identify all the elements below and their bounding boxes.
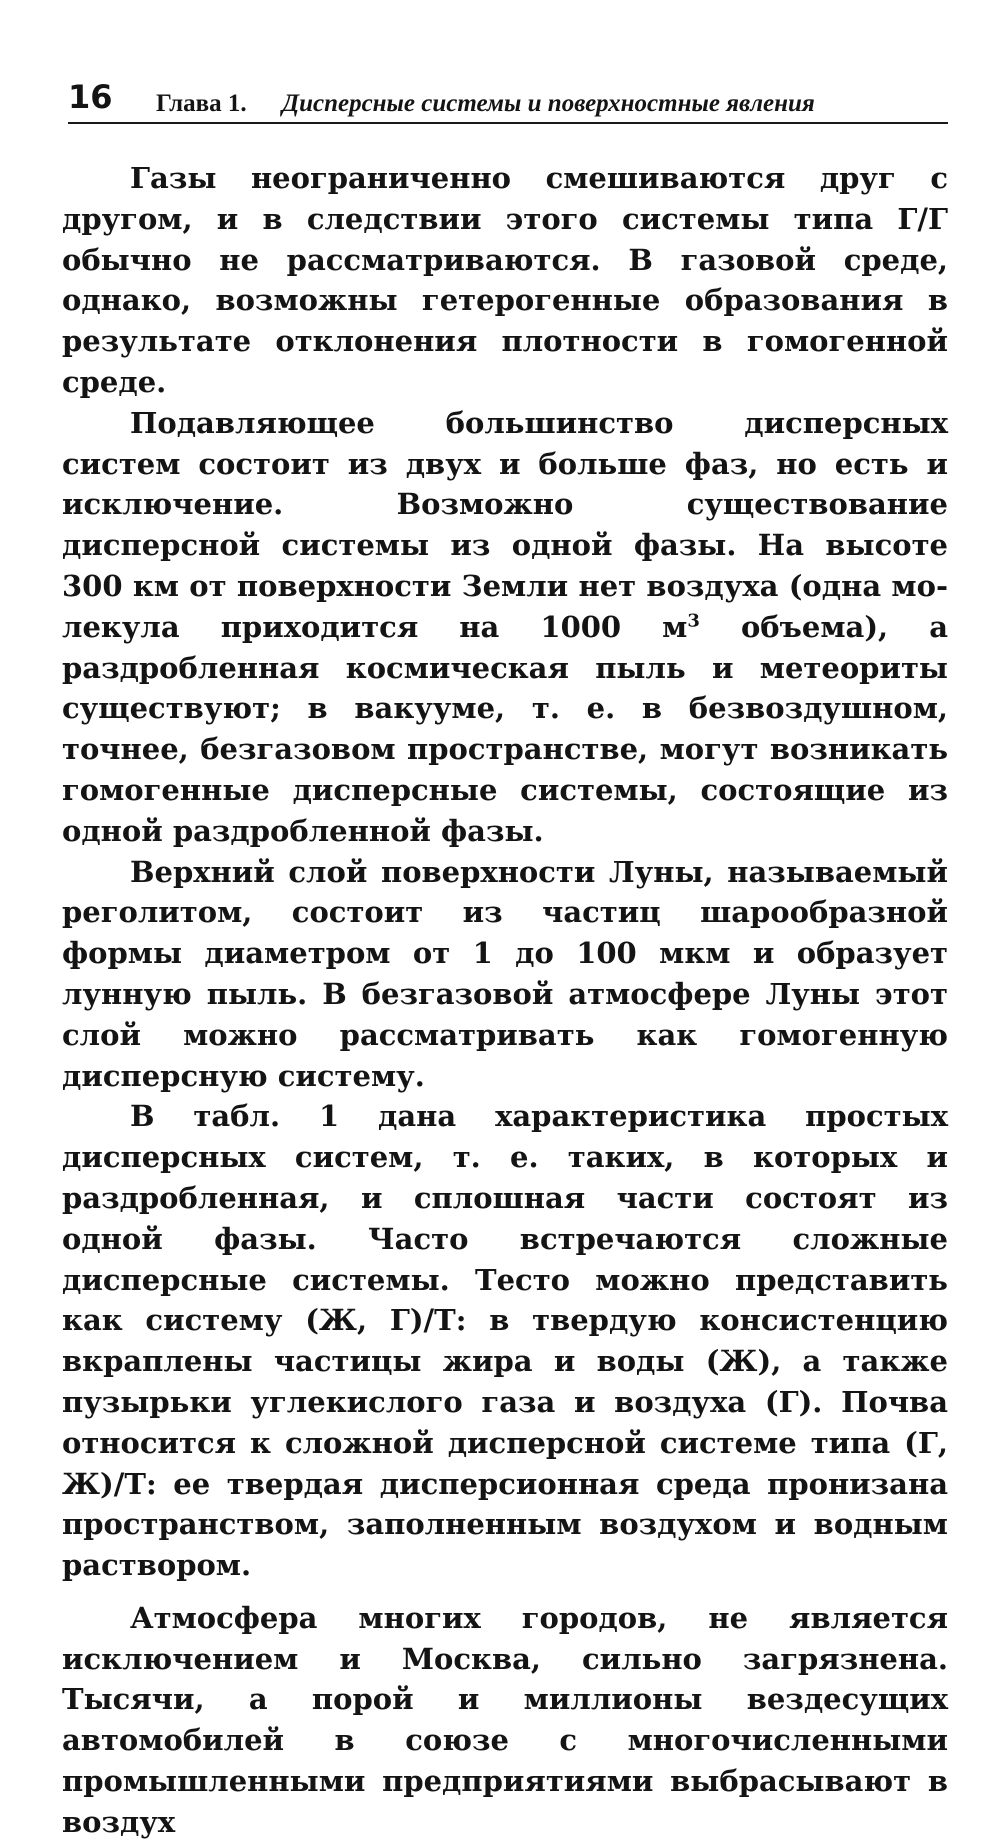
paragraph-moscow-atmosphere: Атмосфера многих городов, не является исключением и Москва, сильно загрязнена. Тысячи, а порой и миллионы вездесущих автомобилей в союзе с многочисленными промышленными предприятиями выбрасывают в воздух [62,1600,948,1839]
paragraph-single-phase-text-cont: объема), а раздробленная космическая пыль и метеориты существуют; в вакууме, т. е. в безвоздушном, точнее, безгазовом пространстве, могут возникать гомогенные дисперсные системы, состоящие из одной раздробленной фазы. [62,609,948,848]
chapter-label: Глава 1. [156,90,247,117]
page-number: 16 [68,78,113,116]
paragraph-single-phase [62,403,948,852]
running-header [68,72,948,124]
superscript-cubed: 3 [687,610,700,632]
paragraph-single-phase-text: Подавляющее большинство дисперсных систем состоит из двух и больше фаз, но есть и исключение. Возможно существование дисперсной системы из одной фазы. На высоте 300 км от поверхности Земли нет воздуха (одна молекула приходится на 1000 м [62,405,948,644]
paragraph-gases: Газы неограниченно смешиваются друг с другом, и в следствии этого системы типа Г/Г обычно не рассматриваются. В газовой среде, однако, возможны гетерогенные образования в результате отклонения плотности в гомогенной среде. [62,161,948,399]
paragraph-complex-systems: В табл. 1 дана характеристика простых дисперсных систем, т. е. таких, в которых и раздробленная, и сплошная части состоят из одной фазы. Часто встречаются сложные дисперсные системы. Тесто можно представить как систему (Ж, Г)/Т: в твердую консистенцию вкраплены частицы жира и воды (Ж), а также пузырьки углекислого газа и воздуха (Г). Почва относится к сложной дисперсной системе типа (Г, Ж)/Т: ее твердая дисперсионная среда пронизана пространством, заполненным воздухом и водным раствором. [62,1099,948,1583]
body-text [62,158,948,1843]
chapter-title: Дисперсные системы и поверхностные явления [282,90,815,117]
paragraph-regolith: Верхний слой поверхности Луны, называемый реголитом, состоит из частиц шарообразной формы диаметром от 1 до 100 мкм и образует лунную пыль. В безгазовой атмосфере Луны этот слой можно рассматривать как гомогенную дисперсную систему. [62,854,948,1093]
